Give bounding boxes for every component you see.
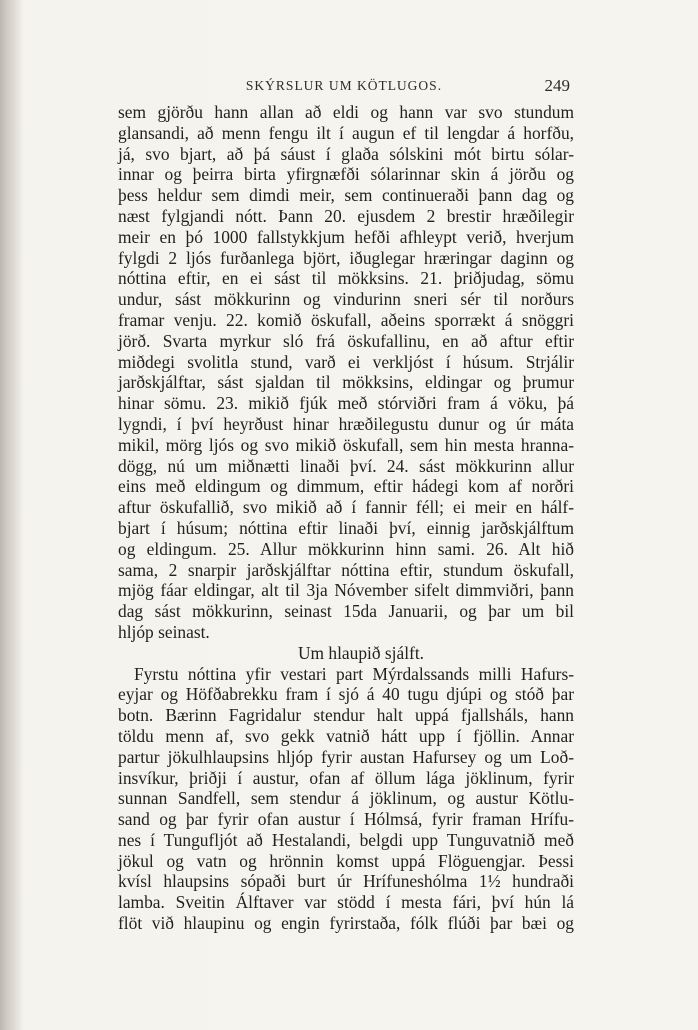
text-line: og eldingum. 25. Allur mökkurinn hinn sami. 26. Alt hið	[118, 538, 574, 559]
paragraph-2	[118, 664, 574, 934]
text-line: nóttina eftir, en ei sást til mökksins. 21. þriðjudag, sömu	[118, 268, 574, 289]
text-line: partur jökulhlaupsins hljóp fyrir austan Hafursey og um Loð-	[118, 746, 574, 767]
text-line: fylgdi 2 ljós furðanlega björt, iðuglegar hræringar daginn og	[118, 247, 574, 268]
text-line: innar og þeirra birta yfirgnæfði sólarinnar skin á jörðu og	[118, 164, 574, 185]
text-line: meir en þó 1000 fallstykkjum hefði afhleypt verið, hverjum	[118, 226, 574, 247]
text-line: nes í Tunguflјót að Hestalandi, belgdi upp Tunguvatnið með	[118, 829, 574, 850]
paragraph-1	[118, 102, 574, 643]
text-line: já, svo bjart, að þá sáust í glaða sólskini mót birtu sólar-	[118, 143, 574, 164]
text-line: flöt við hlaupinu og engin fyrirstaða, fólk flúði þar bæi og	[118, 913, 574, 934]
text-line: undur, sást mökkurinn og vindurinn sneri sér til norðurs	[118, 289, 574, 310]
text-line: eyjar og Höfðabrekku fram í sjó á 40 tugu djúpi og stóð þar	[118, 684, 574, 705]
text-line: dag sást mökkurinn, seinast 15da Januarii, og þar um bil	[118, 601, 574, 622]
text-line: þess heldur sem dimdi meir, sem continueraði þann dag og	[118, 185, 574, 206]
text-line: dögg, nú um miðnætti linaði því. 24. sást mökkurinn allur	[118, 455, 574, 476]
page-body	[118, 102, 574, 934]
text-line: mikil, mörg ljós og svo mikið öskufall, sem hin mesta hranna-	[118, 434, 574, 455]
text-line: hljóp seinast.	[118, 621, 210, 642]
text-line: kvísl hlaupsins sópaði burt úr Hrífuneshólma 1½ hundraði	[118, 871, 574, 892]
text-line: lygndi, í því heyrðust hinar hræðilegustu dunur og úr máta	[118, 413, 574, 434]
text-line: töldu menn af, svo gekk vatnið hátt upp í fjöllin. Annar	[118, 725, 574, 746]
text-line: botn. Bærinn Fagridalur stendur halt uppá fjallsháls, hann	[118, 705, 574, 726]
text-line: framar venju. 22. komið öskufall, aðeins sporrækt á snöggri	[118, 309, 574, 330]
text-line: jarðskjálftar, sást sjaldan til mökksins, eldingar og þrumur	[118, 372, 574, 393]
text-line: jörð. Svarta myrkur sló frá öskufallinu, en að aftur eftir	[118, 330, 574, 351]
running-title: SKÝRSLUR UM KÖTLUGOS.	[245, 78, 443, 93]
text-line: lamba. Sveitin Álftaver var stödd í mesta fári, því hún lá	[118, 892, 574, 913]
text-line: eins með eldingum og dimmum, eftir hádegi kom af norðri	[118, 476, 574, 497]
text-line: sand og þar fyrir ofan austur í Hólmsá, fyrir framan Hrífu-	[118, 809, 574, 830]
text-line: miðdegi svolitla stund, varð ei verkljóst í húsum. Strjálir	[118, 351, 574, 372]
text-line: Fyrstu nóttina yfir vestari part Mýrdalssands milli Hafurs-	[134, 663, 574, 684]
text-line: sama, 2 snarpir jarðskjálftar nóttina eftir, stundum öskufall,	[118, 559, 574, 580]
page-gutter-shadow	[0, 0, 24, 1030]
text-line: jökul og vatn og hrönnin komst uppá Flöguengjar. Þessi	[118, 850, 574, 871]
text-line: sunnan Sandfell, sem stendur á jöklinum, og austur Kötlu-	[118, 788, 574, 809]
text-line: bjart í húsum; nóttina eftir linaði því, einnig jarðskjálftum	[118, 517, 574, 538]
text-line: aftur öskufallið, svo mikið að í fannir féll; ei meir en hálf-	[118, 497, 574, 518]
text-line: glansandi, að menn fengu ilt í augun ef til lengdar á horfðu,	[118, 122, 574, 143]
text-line: mjög fáar eldingar, alt til 3ja Nóvember sifelt dimmviðri, þann	[118, 580, 574, 601]
section-heading: Um hlaupið sjálft.	[297, 642, 425, 663]
page-number: 249	[544, 76, 570, 95]
text-line: insvíkur, þriðji í austur, ofan af öllum lága jöklinum, fyrir	[118, 767, 574, 788]
running-header	[118, 76, 570, 96]
text-line: næst fylgjandi nótt. Þann 20. ejusdem 2 brestir hræðilegir	[118, 205, 574, 226]
text-line: hinar sömu. 23. mikið fjúk með stórviðri fram á vöku, þá	[118, 393, 574, 414]
text-line: sem gjörðu hann allan að eldi og hann var svo stundum	[118, 102, 574, 122]
